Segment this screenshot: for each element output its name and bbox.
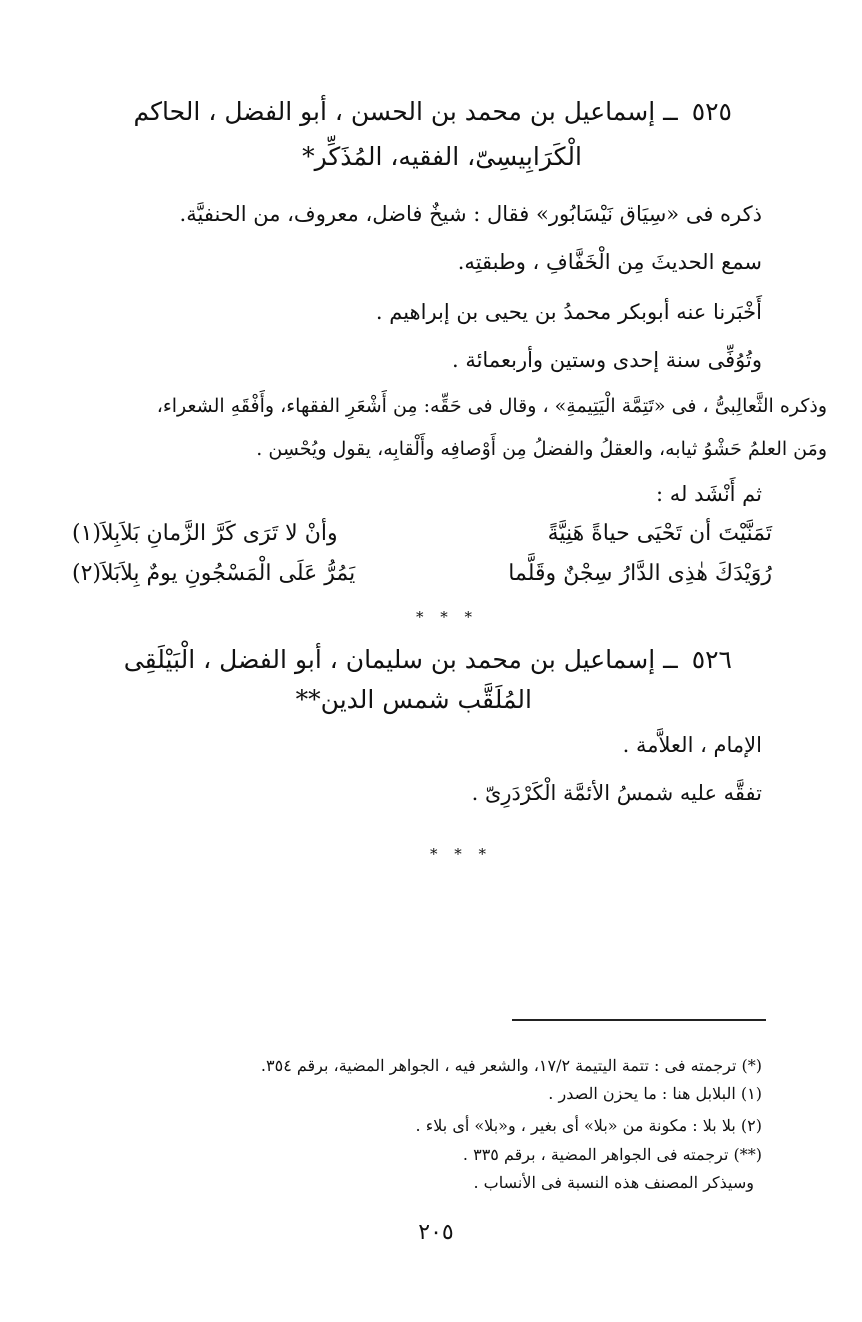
separator-stars-2: * * * (430, 845, 493, 863)
entry-525-para-4: وتُوُفِّى سنة إحدى وستين وأربعمائة . (451, 348, 762, 372)
footnote-divider (512, 1019, 766, 1021)
entry-526-title-line2: المُلَقَّب شمس الدين** (295, 685, 532, 714)
entry-526-para-1: الإمام ، العلاَّمة . (622, 733, 762, 757)
entry-525-para-6: ومَن العلمُ حَشْوُ ثيابه، والعقلُ والفضلُ مِن أَوْصافِه وأَلْقابِه، يقول ويُحْسِن . (256, 438, 827, 460)
entry-525-number: ٥٢٥ (691, 97, 732, 126)
entry-526-para-2: تفقَّه عليه شمسُ الأئمَّة الْكَرْدَرِىّ . (471, 781, 762, 805)
separator-stars-1: * * * (416, 608, 479, 626)
poem-verse-1-first-hemistich: تَمَنَّيْتَ أن تَحْيَى حياةً هَنِيَّةً (547, 521, 772, 546)
footnote-double-star: (**) ترجمته فى الجواهر المضية ، برقم ٣٣٥ . (462, 1145, 762, 1164)
footnote-1: (١) البلابل هنا : ما يحزن الصدر . (548, 1084, 762, 1103)
entry-525-para-3: أَخْبَرنا عنه أبوبكر محمدُ بن يحيى بن إبراهيم . (375, 300, 762, 324)
entry-525-heading (134, 92, 732, 132)
entry-525-para-7: ثم أَنْشَد له : (655, 482, 762, 506)
entry-526-title-line1: ــ إسماعيل بن محمد بن سليمان ، أبو الفضل ، الْبَيْلَقِى (123, 645, 678, 674)
page-number: ٢٠٥ (418, 1220, 454, 1245)
poem-verse-2 (72, 554, 772, 594)
footnote-2: (٢) بلا بلا : مكونة من «بلا» أى بغير ، و«بلا» أى بلاء . (415, 1116, 762, 1135)
entry-526-number: ٥٢٦ (691, 645, 732, 674)
poem-verse-1-second-hemistich: وأنْ لا تَرَى كَرَّ الزَّمانِ بَلاَبِلاَ(١) (72, 521, 338, 546)
poem-verse-2-first-hemistich: رُوَيْدَكَ هٰذِى الدَّارُ سِجْنٌ وقَلَّما (508, 561, 772, 586)
entry-525-title-line1: ــ إسماعيل بن محمد بن الحسن ، أبو الفضل ، الحاكم (133, 97, 678, 126)
entry-526-heading (124, 640, 732, 680)
entry-525-para-2: سمع الحديثَ مِن الْخَفَّافِ ، وطبقتِه. (457, 250, 762, 274)
poem-verse-1 (72, 514, 772, 554)
footnote-star: (*) ترجمته فى : تتمة اليتيمة ١٧/٢، والشعر فيه ، الجواهر المضية، برقم ٣٥٤. (260, 1056, 762, 1075)
entry-525-title-line2: الْكَرَابِيسِىّ، الفقيه، المُذَكِّر* (302, 142, 582, 171)
entry-525-para-1: ذكره فى «سِيَاق نَيْسَابُور» فقال : شيخٌ فاضل، معروف، من الحنفيَّة. (179, 202, 762, 226)
footnote-double-star-cont: وسيذكر المصنف هذه النسبة فى الأنساب . (473, 1173, 754, 1192)
entry-525-para-5: وذكره الثَّعالِبىُّ ، فى «تَتِمَّة الْيَتِيمةِ» ، وقال فى حَقِّه: مِن أَشْعَرِ الفقهاء، وأَفْقَهِ الشعراء، (156, 395, 827, 417)
poem-verse-2-second-hemistich: يَمُرُّ عَلَى الْمَسْجُونِ يومٌ بِلاَبَلاَ(٢) (72, 561, 356, 586)
